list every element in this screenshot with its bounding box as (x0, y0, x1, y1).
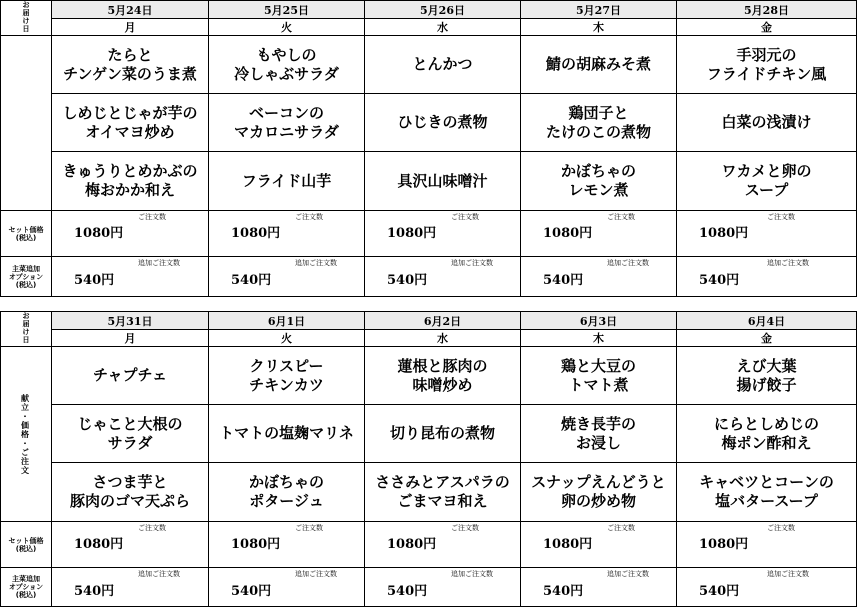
menu-table (0, 0, 857, 297)
option-price-row (1, 568, 857, 607)
dish-cell: 鯖の胡麻みそ煮 (521, 36, 677, 94)
date-header: 5月25日 (209, 1, 365, 19)
weekday-header: 火 (209, 19, 365, 36)
order-qty-label[interactable]: ご注文数 (295, 524, 323, 532)
delivery-date-label: お 届 け 日 (1, 312, 52, 347)
date-header: 5月31日 (52, 312, 209, 330)
option-price-value: 540円 (231, 273, 272, 288)
dish-row (1, 405, 857, 463)
option-price-cell (521, 257, 677, 297)
dish-cell: 焼き長芋の お浸し (521, 405, 677, 463)
dish-row (1, 152, 857, 211)
set-price-cell (365, 211, 521, 257)
order-qty-label[interactable]: ご注文数 (138, 213, 166, 221)
option-price-cell (677, 257, 857, 297)
set-price-cell (52, 522, 209, 568)
option-price-value: 540円 (231, 584, 272, 599)
set-price-value: 1080円 (231, 537, 281, 552)
dish-cell: かぼちゃの レモン煮 (521, 152, 677, 211)
dish-cell: トマトの塩麹マリネ (209, 405, 365, 463)
menu-vertical-label: 献立・価格・ご注文 (20, 393, 31, 475)
option-price-row (1, 257, 857, 297)
dish-cell: とんかつ (365, 36, 521, 94)
date-row (1, 1, 857, 19)
add-order-qty-label[interactable]: 追加ご注文数 (767, 259, 809, 267)
add-order-qty-label[interactable]: 追加ご注文数 (767, 570, 809, 578)
dish-row (1, 463, 857, 522)
date-header: 5月26日 (365, 1, 521, 19)
date-header: 6月4日 (677, 312, 857, 330)
delivery-date-label: お 届 け 日 (1, 1, 52, 36)
dish-cell: 白菜の浅漬け (677, 94, 857, 152)
weekday-header: 月 (52, 330, 209, 347)
order-qty-label[interactable]: ご注文数 (295, 213, 323, 221)
dish-cell: さつま芋と 豚肉のゴマ天ぷら (52, 463, 209, 522)
option-price-cell (365, 568, 521, 607)
option-price-cell (52, 568, 209, 607)
date-header: 6月3日 (521, 312, 677, 330)
option-price-value: 540円 (543, 584, 584, 599)
set-price-value: 1080円 (74, 537, 124, 552)
dish-cell: 具沢山味噌汁 (365, 152, 521, 211)
order-qty-label[interactable]: ご注文数 (767, 213, 795, 221)
dish-cell: 鶏と大豆の トマト煮 (521, 347, 677, 405)
dish-cell: 手羽元の フライドチキン風 (677, 36, 857, 94)
add-order-qty-label[interactable]: 追加ご注文数 (295, 570, 337, 578)
dish-cell: フライド山芋 (209, 152, 365, 211)
dish-cell: えび大葉 揚げ餃子 (677, 347, 857, 405)
weekday-header: 金 (677, 19, 857, 36)
add-order-qty-label[interactable]: 追加ご注文数 (607, 259, 649, 267)
option-price-cell (365, 257, 521, 297)
order-qty-label[interactable]: ご注文数 (138, 524, 166, 532)
dish-cell: かぼちゃの ポタージュ (209, 463, 365, 522)
set-price-value: 1080円 (231, 226, 281, 241)
order-qty-label[interactable]: ご注文数 (767, 524, 795, 532)
dish-cell: にらとしめじの 梅ポン酢和え (677, 405, 857, 463)
dish-cell: 切り昆布の煮物 (365, 405, 521, 463)
set-price-label: セット価格 (税込) (1, 522, 52, 568)
add-order-qty-label[interactable]: 追加ご注文数 (138, 259, 180, 267)
add-order-qty-label[interactable]: 追加ご注文数 (138, 570, 180, 578)
dish-cell: たらと チンゲン菜のうま煮 (52, 36, 209, 94)
weekday-header: 木 (521, 330, 677, 347)
dish-cell: 鶏団子と たけのこの煮物 (521, 94, 677, 152)
add-order-qty-label[interactable]: 追加ご注文数 (295, 259, 337, 267)
set-price-cell (521, 211, 677, 257)
set-price-value: 1080円 (543, 537, 593, 552)
dish-cell: しめじとじゃが芋の オイマヨ炒め (52, 94, 209, 152)
dish-cell: もやしの 冷しゃぶサラダ (209, 36, 365, 94)
weekday-header: 火 (209, 330, 365, 347)
dish-cell: キャベツとコーンの 塩バタースープ (677, 463, 857, 522)
set-price-cell (365, 522, 521, 568)
order-qty-label[interactable]: ご注文数 (451, 524, 479, 532)
dish-cell: ささみとアスパラの ごまマヨ和え (365, 463, 521, 522)
set-price-value: 1080円 (387, 226, 437, 241)
date-header: 6月1日 (209, 312, 365, 330)
dish-row (1, 36, 857, 94)
option-price-cell (677, 568, 857, 607)
option-price-value: 540円 (543, 273, 584, 288)
menu-side-label (1, 36, 52, 211)
set-price-value: 1080円 (74, 226, 124, 241)
option-price-label: 主菜追加 オプション (税込) (1, 568, 52, 607)
set-price-cell (677, 211, 857, 257)
set-price-row (1, 211, 857, 257)
week-table-1 (0, 0, 857, 297)
add-order-qty-label[interactable]: 追加ご注文数 (607, 570, 649, 578)
weekday-header: 水 (365, 330, 521, 347)
option-price-value: 540円 (699, 584, 740, 599)
option-price-label: 主菜追加 オプション (税込) (1, 257, 52, 297)
set-price-cell (209, 211, 365, 257)
dish-cell: 蓮根と豚肉の 味噌炒め (365, 347, 521, 405)
dish-cell: スナップえんどうと 卵の炒め物 (521, 463, 677, 522)
dish-cell: きゅうりとめかぶの 梅おかか和え (52, 152, 209, 211)
add-order-qty-label[interactable]: 追加ご注文数 (451, 570, 493, 578)
set-price-cell (521, 522, 677, 568)
dish-cell: クリスピー チキンカツ (209, 347, 365, 405)
set-price-cell (52, 211, 209, 257)
weekday-header: 木 (521, 19, 677, 36)
date-row (1, 312, 857, 330)
weekday-header: 月 (52, 19, 209, 36)
set-price-row (1, 522, 857, 568)
add-order-qty-label[interactable]: 追加ご注文数 (451, 259, 493, 267)
dish-row (1, 347, 857, 405)
date-header: 6月2日 (365, 312, 521, 330)
option-price-cell (209, 257, 365, 297)
set-price-value: 1080円 (699, 226, 749, 241)
date-header: 5月28日 (677, 1, 857, 19)
menu-table (0, 311, 857, 607)
menu-side-label (1, 347, 52, 522)
weekday-row (1, 330, 857, 347)
weekday-header: 金 (677, 330, 857, 347)
option-price-value: 540円 (387, 273, 428, 288)
order-qty-label[interactable]: ご注文数 (607, 213, 635, 221)
dish-row (1, 94, 857, 152)
set-price-label: セット価格 (税込) (1, 211, 52, 257)
dish-cell: ワカメと卵の スープ (677, 152, 857, 211)
option-price-cell (209, 568, 365, 607)
dish-cell: じゃこと大根の サラダ (52, 405, 209, 463)
set-price-cell (209, 522, 365, 568)
weekday-row (1, 19, 857, 36)
option-price-cell (52, 257, 209, 297)
order-qty-label[interactable]: ご注文数 (607, 524, 635, 532)
option-price-value: 540円 (387, 584, 428, 599)
weekday-header: 水 (365, 19, 521, 36)
date-header: 5月24日 (52, 1, 209, 19)
option-price-cell (521, 568, 677, 607)
option-price-value: 540円 (74, 584, 115, 599)
order-qty-label[interactable]: ご注文数 (451, 213, 479, 221)
dish-cell: ベーコンの マカロニサラダ (209, 94, 365, 152)
dish-cell: ひじきの煮物 (365, 94, 521, 152)
dish-cell: チャプチェ (52, 347, 209, 405)
option-price-value: 540円 (74, 273, 115, 288)
set-price-value: 1080円 (387, 537, 437, 552)
set-price-value: 1080円 (543, 226, 593, 241)
date-header: 5月27日 (521, 1, 677, 19)
week-table-2 (0, 311, 857, 607)
option-price-value: 540円 (699, 273, 740, 288)
set-price-cell (677, 522, 857, 568)
set-price-value: 1080円 (699, 537, 749, 552)
